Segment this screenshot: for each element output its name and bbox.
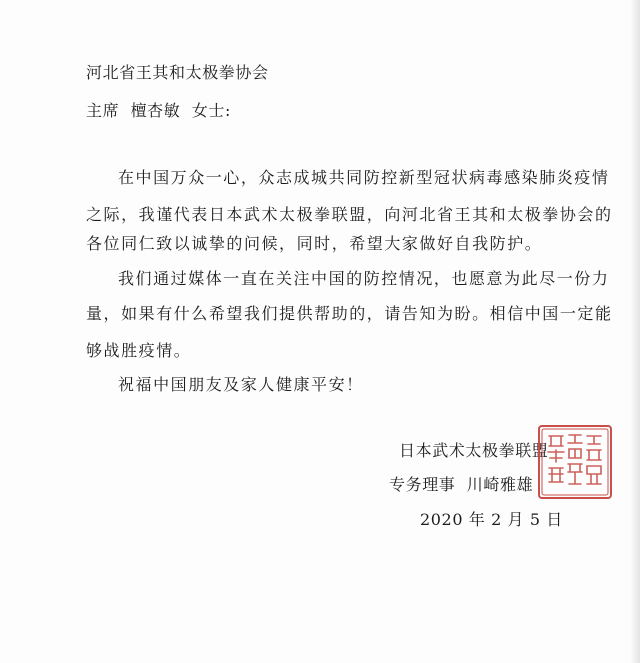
paragraph-1-line-2: 之际，我谨代表日本武术太极拳联盟，向河北省王其和太极拳协会的: [86, 205, 613, 224]
paragraph-2-line-2: 量，如果有什么希望我们提供帮助的，请告知为盼。相信中国一定能: [86, 304, 613, 323]
signature-date: 2020 年 2 月 5 日: [420, 510, 563, 529]
page-edge-shadow: [630, 0, 640, 663]
closing-wishes: 祝福中国朋友及家人健康平安！: [118, 375, 364, 394]
signature-organization: 日本武术太极拳联盟: [399, 441, 549, 460]
signature-title-name: 专务理事 川崎雅雄: [389, 475, 534, 494]
paragraph-2-line-1: 我们通过媒体一直在关注中国的防控情况，也愿意为此尽一份力: [118, 269, 610, 288]
recipient-organization: 河北省王其和太极拳协会: [86, 63, 269, 82]
paragraph-1-line-3: 各位同仁致以诚挚的问候，同时，希望大家做好自我防护。: [86, 234, 543, 253]
paragraph-2-line-3: 够战胜疫情。: [86, 341, 192, 360]
paragraph-1-line-1: 在中国万众一心，众志成城共同防控新型冠状病毒感染肺炎疫情: [118, 168, 610, 187]
red-seal-stamp-icon: [537, 424, 613, 500]
recipient-person: 主席 檀杏敏 女士:: [86, 101, 231, 120]
